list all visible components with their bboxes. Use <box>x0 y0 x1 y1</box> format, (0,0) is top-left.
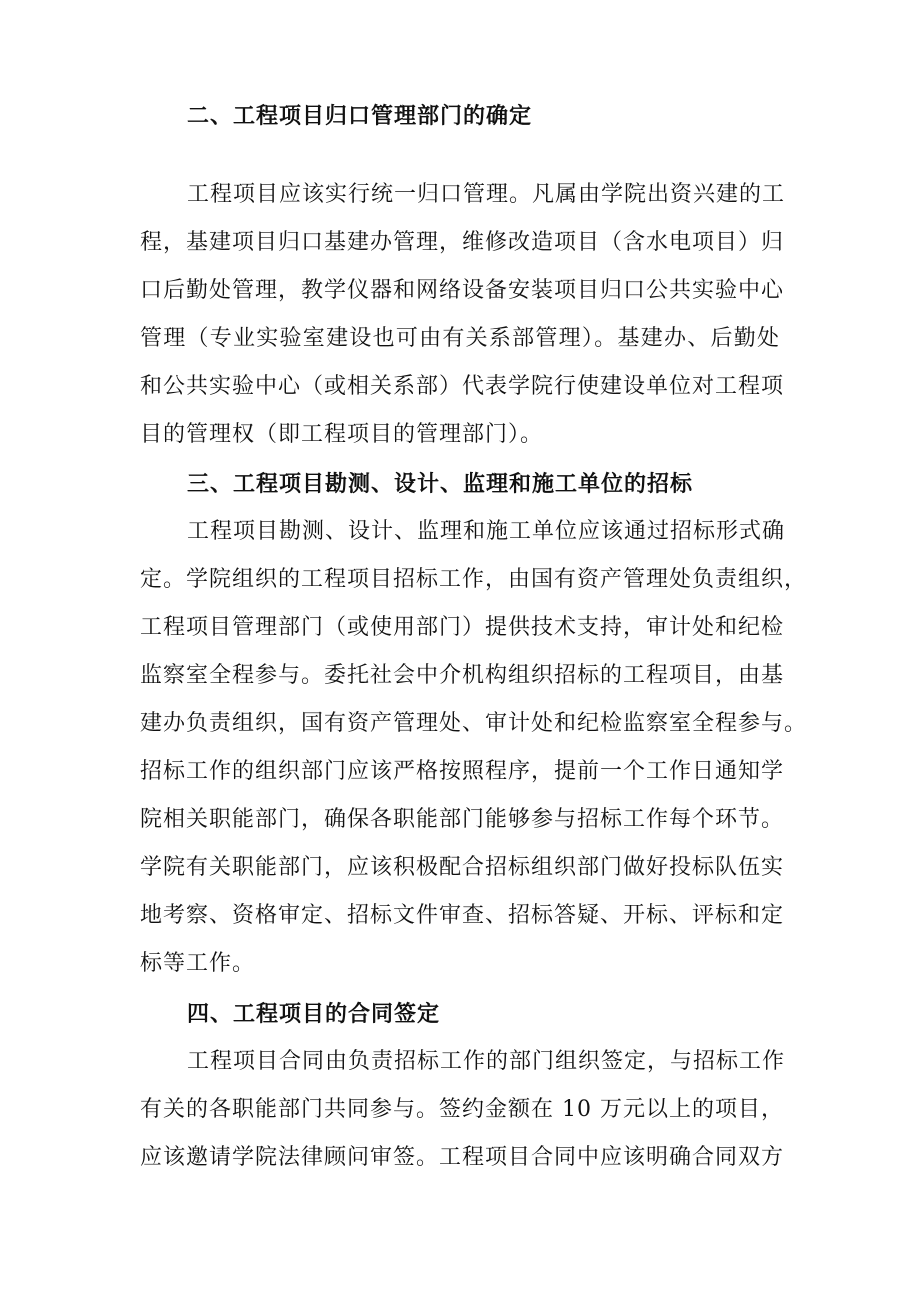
paragraph-line: 定。学院组织的工程项目招标工作，由国有资产管理处负责组织， <box>140 567 808 592</box>
section-heading-3: 三、工程项目勘测、设计、监理和施工单位的招标 <box>187 471 694 497</box>
paragraph-line: 程，基建项目归口基建办管理，维修改造项目（含水电项目）归 <box>140 230 785 255</box>
paragraph-line: 招标工作的组织部门应该严格按照程序，提前一个工作日通知学 <box>140 759 785 784</box>
paragraph-line: 和公共实验中心（或相关系部）代表学院行使建设单位对工程项 <box>140 374 785 399</box>
paragraph-line: 工程项目应该实行统一归口管理。凡属由学院出资兴建的工 <box>187 182 786 207</box>
paragraph-line: 工程项目勘测、设计、监理和施工单位应该通过招标形式确 <box>187 519 786 544</box>
paragraph-line: 工程项目合同由负责招标工作的部门组织签定，与招标工作 <box>187 1049 786 1074</box>
section-heading-4: 四、工程项目的合同签定 <box>187 1001 441 1027</box>
paragraph-line: 院相关职能部门，确保各职能部门能够参与招标工作每个环节。 <box>140 807 785 832</box>
paragraph-line: 标等工作。 <box>140 951 256 976</box>
paragraph-line: 管理（专业实验室建设也可由有关系部管理）。基建办、后勤处 <box>140 326 780 351</box>
paragraph-line: 监察室全程参与。委托社会中介机构组织招标的工程项目，由基 <box>140 663 785 688</box>
paragraph-line: 建办负责组织，国有资产管理处、审计处和纪检监察室全程参与。 <box>140 711 808 736</box>
paragraph-line: 学院有关职能部门，应该积极配合招标组织部门做好投标队伍实 <box>140 855 785 880</box>
section-heading-2: 二、工程项目归口管理部门的确定 <box>187 103 533 129</box>
paragraph-line: 应该邀请学院法律顾问审签。工程项目合同中应该明确合同双方 <box>140 1145 785 1170</box>
paragraph-line: 口后勤处管理，教学仪器和网络设备安装项目归口公共实验中心 <box>140 278 785 303</box>
paragraph-line: 工程项目管理部门（或使用部门）提供技术支持，审计处和纪检 <box>140 615 785 640</box>
paragraph-line: 地考察、资格审定、招标文件审查、招标答疑、开标、评标和定 <box>140 903 785 928</box>
paragraph-line: 目的管理权（即工程项目的管理部门）。 <box>140 422 544 447</box>
paragraph-line: 有关的各职能部门共同参与。签约金额在 10 万元以上的项目， <box>140 1097 784 1122</box>
